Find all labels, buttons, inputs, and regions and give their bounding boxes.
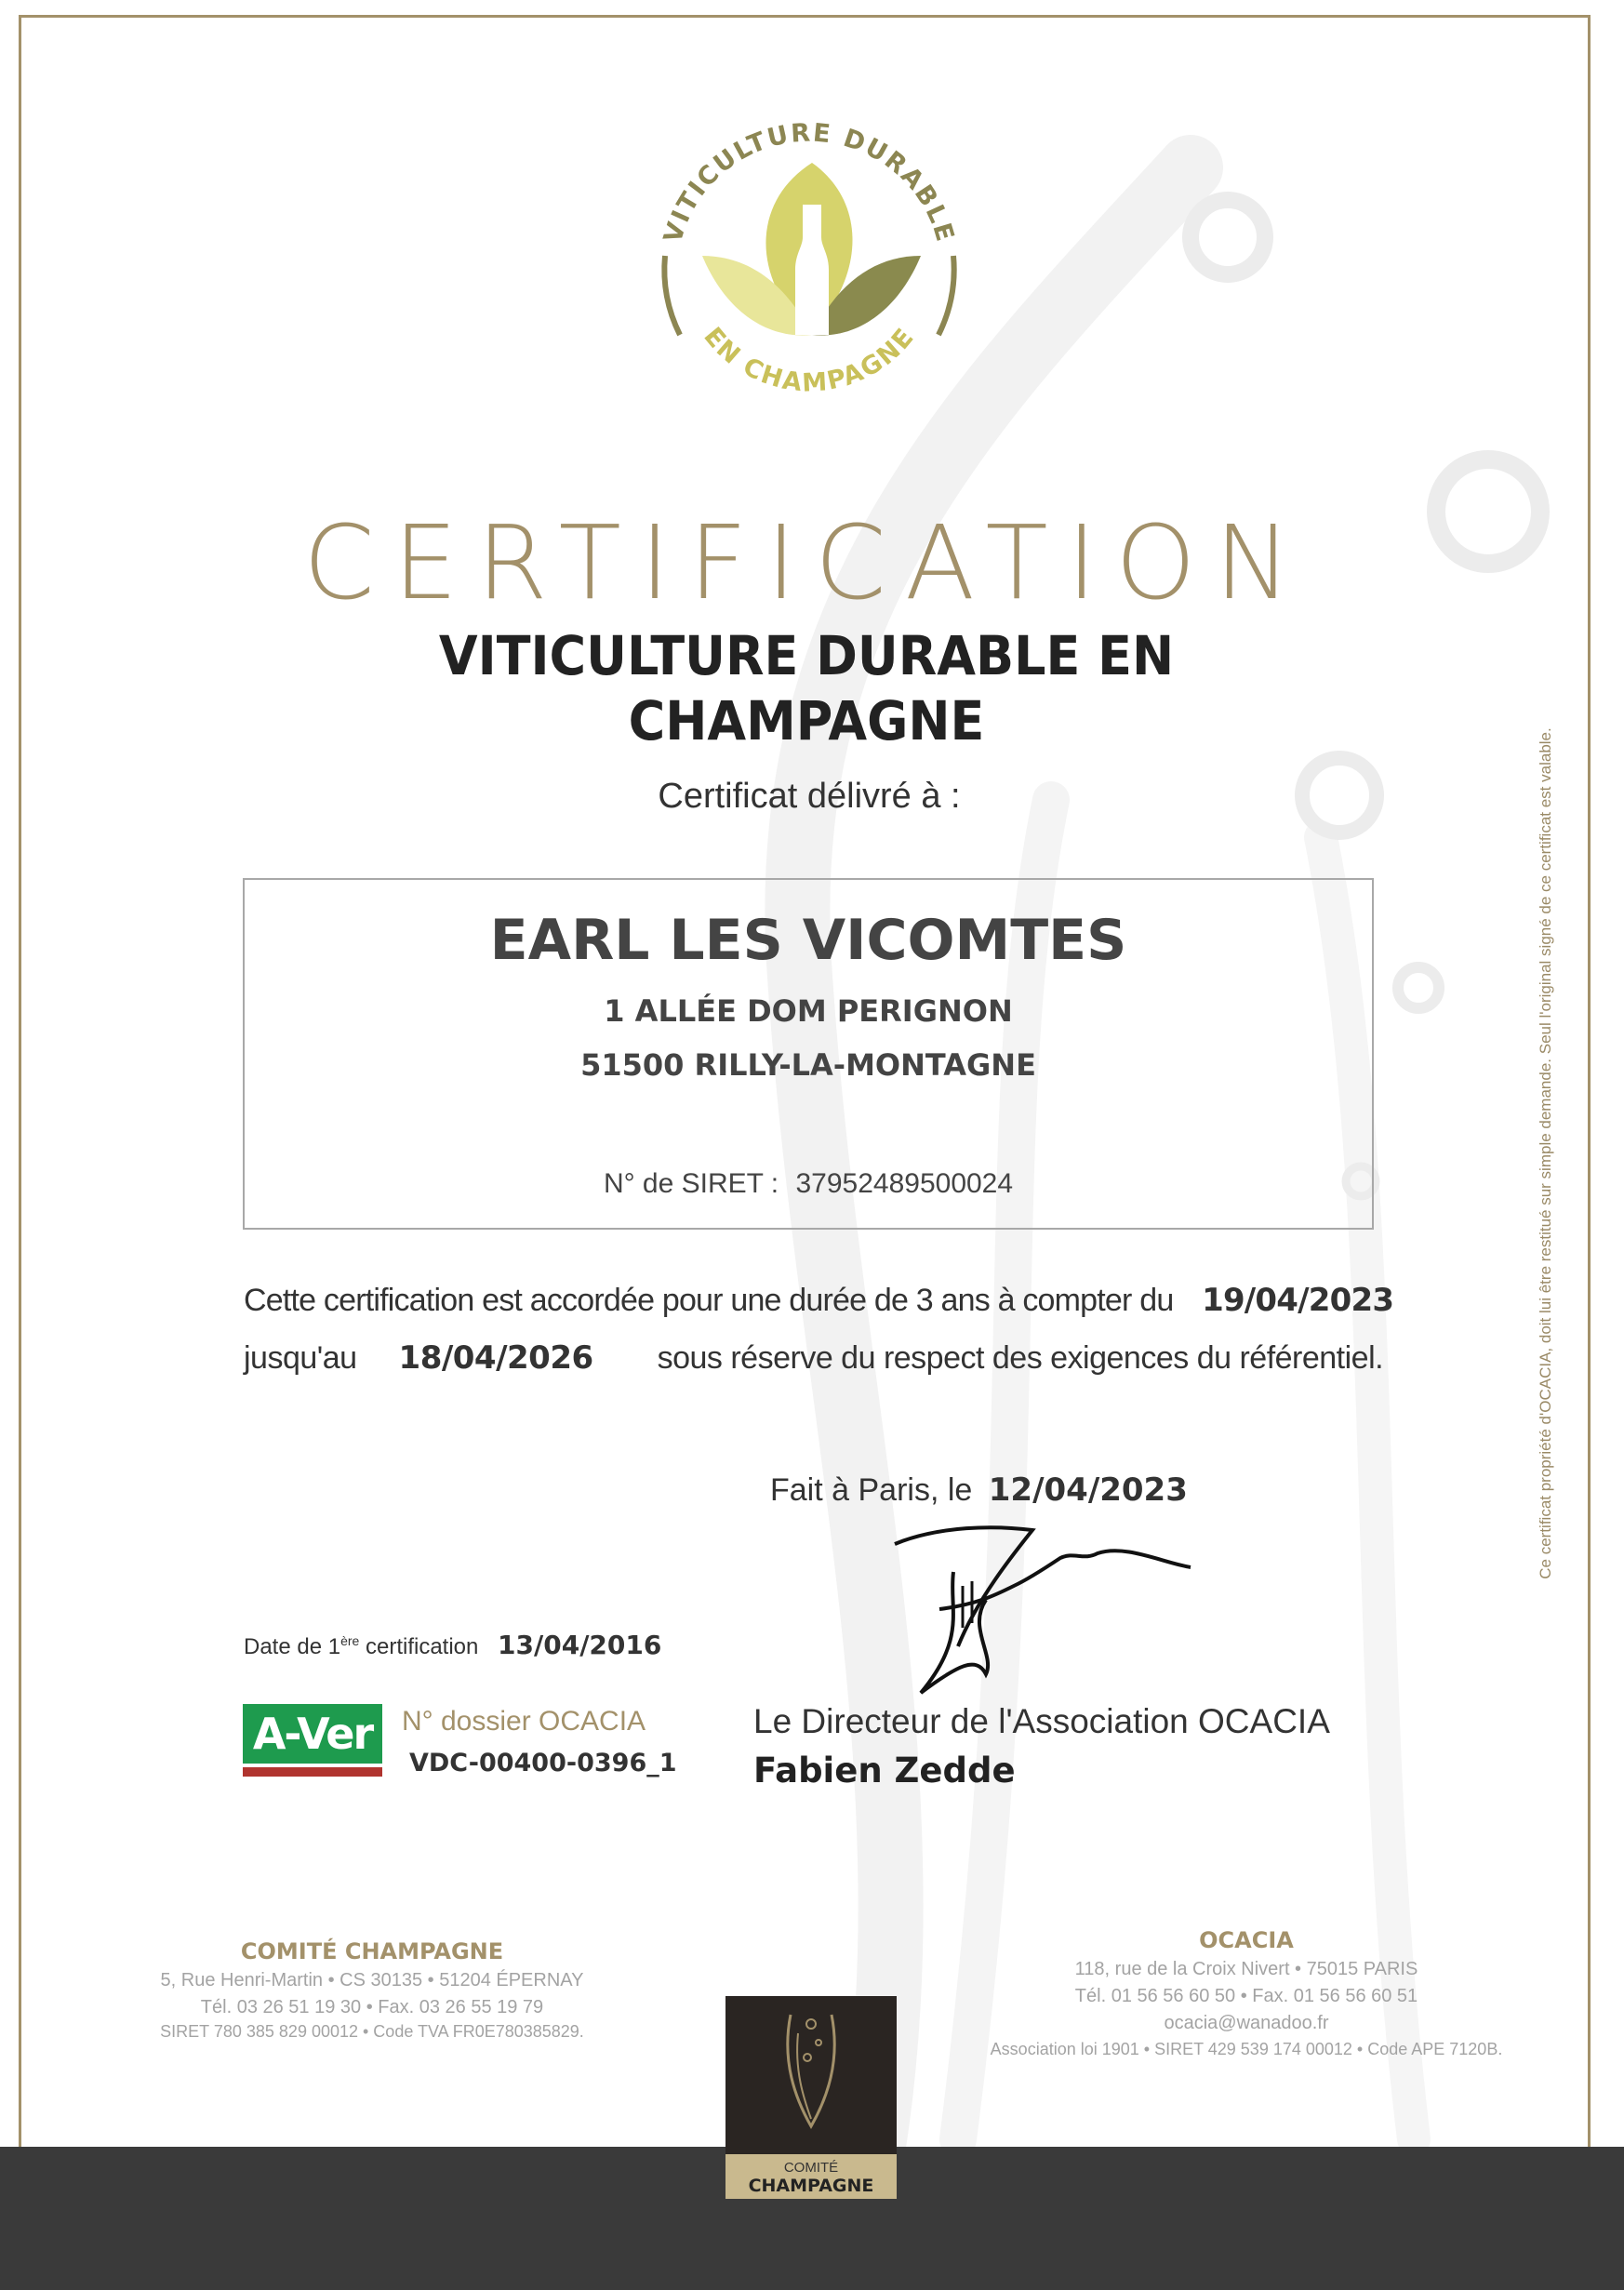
svg-text:VITICULTURE DURABLE: VITICULTURE DURABLE bbox=[659, 118, 960, 246]
holder-name: EARL LES VICOMTES bbox=[489, 908, 1127, 973]
first-cert-label-prefix: Date de 1 bbox=[244, 1634, 341, 1659]
holder-box bbox=[243, 878, 1374, 1230]
holder-siret bbox=[245, 1168, 1372, 1200]
holder-address-line1: 1 ALLÉE DOM PERIGNON bbox=[604, 993, 1013, 1029]
footer-left-title: COMITÉ CHAMPAGNE bbox=[240, 1938, 504, 1964]
side-note: Ce certificat propriété d'OCACIA, doit lui être restitué sur simple demande. Seul l'original signé de ce certificat est valable. bbox=[1537, 727, 1554, 1579]
validity-start-date: 19/04/2023 bbox=[1202, 1282, 1394, 1319]
a-ver-badge-text: A-Ver bbox=[243, 1704, 382, 1764]
validity-reserve-text: sous réserve du respect des exigences du référentiel. bbox=[657, 1340, 1384, 1376]
validity-line2 bbox=[244, 1339, 1383, 1377]
siret-value: 37952489500024 bbox=[795, 1168, 1014, 1199]
delivered-to-label: Certificat délivré à : bbox=[658, 777, 961, 816]
validity-end-date: 18/04/2026 bbox=[398, 1339, 593, 1377]
signatory-role: Le Directeur de l'Association OCACIA bbox=[753, 1702, 1330, 1740]
svg-text:EN CHAMPAGNE: EN CHAMPAGNE bbox=[698, 322, 921, 398]
issued-place: Fait à Paris, le bbox=[770, 1472, 973, 1508]
first-cert-label-sup: ère bbox=[340, 1633, 360, 1648]
a-ver-badge-stripe bbox=[243, 1767, 382, 1777]
footer-left bbox=[93, 1938, 651, 2042]
holder-address-line2: 51500 RILLY-LA-MONTAGNE bbox=[580, 1047, 1036, 1083]
a-ver-badge bbox=[243, 1704, 382, 1778]
validity-text: Cette certification est accordée pour une durée de 3 ans à compter du bbox=[244, 1283, 1174, 1318]
first-certification-date: 13/04/2016 bbox=[498, 1630, 662, 1660]
first-cert-label-suffix: certification bbox=[359, 1634, 479, 1659]
comite-logo-line2: CHAMPAGNE bbox=[748, 2176, 874, 2196]
certificate-title: CERTIFICATION bbox=[302, 503, 1311, 622]
dossier-number: VDC-00400-0396_1 bbox=[409, 1749, 677, 1777]
footer-left-line1: 5, Rue Henri-Martin • CS 30135 • 51204 ÉPERNAY bbox=[160, 1970, 584, 1990]
footer-right-line2: Tél. 01 56 56 60 50 • Fax. 01 56 56 60 51 bbox=[1074, 1986, 1418, 2006]
signatory-name: Fabien Zedde bbox=[753, 1751, 1016, 1791]
until-label: jusqu'au bbox=[244, 1340, 357, 1376]
viticulture-durable-seal-logo bbox=[646, 98, 972, 433]
comite-champagne-logo bbox=[725, 1996, 897, 2199]
issued-line bbox=[770, 1471, 1188, 1509]
issued-date: 12/04/2023 bbox=[988, 1471, 1188, 1509]
validity-line1 bbox=[244, 1282, 1393, 1319]
footer-right-title: OCACIA bbox=[1199, 1927, 1294, 1953]
dossier-label: N° dossier OCACIA bbox=[402, 1706, 646, 1737]
footer-right-line1: 118, rue de la Croix Nivert • 75015 PARIS bbox=[1074, 1959, 1418, 1979]
comite-champagne-emblem bbox=[725, 1996, 897, 2136]
footer-left-line2: Tél. 03 26 51 19 30 • Fax. 03 26 55 19 79 bbox=[200, 1997, 544, 2017]
first-certification-line bbox=[244, 1630, 661, 1660]
siret-label: N° de SIRET : bbox=[603, 1168, 779, 1199]
footer-right bbox=[939, 1927, 1553, 2059]
footer-left-line3: SIRET 780 385 829 00012 • Code TVA FR0E780385829. bbox=[160, 2022, 584, 2041]
certificate-subtitle: VITICULTURE DURABLE EN CHAMPAGNE bbox=[438, 624, 1175, 752]
comite-champagne-plate bbox=[725, 2154, 897, 2199]
comite-logo-line1: COMITÉ bbox=[783, 2160, 839, 2176]
footer-right-line4: Association loi 1901 • SIRET 429 539 174 00012 • Code APE 7120B. bbox=[990, 2040, 1503, 2058]
footer-right-line3: ocacia@wanadoo.fr bbox=[1164, 2013, 1329, 2033]
director-signature bbox=[884, 1516, 1200, 1702]
